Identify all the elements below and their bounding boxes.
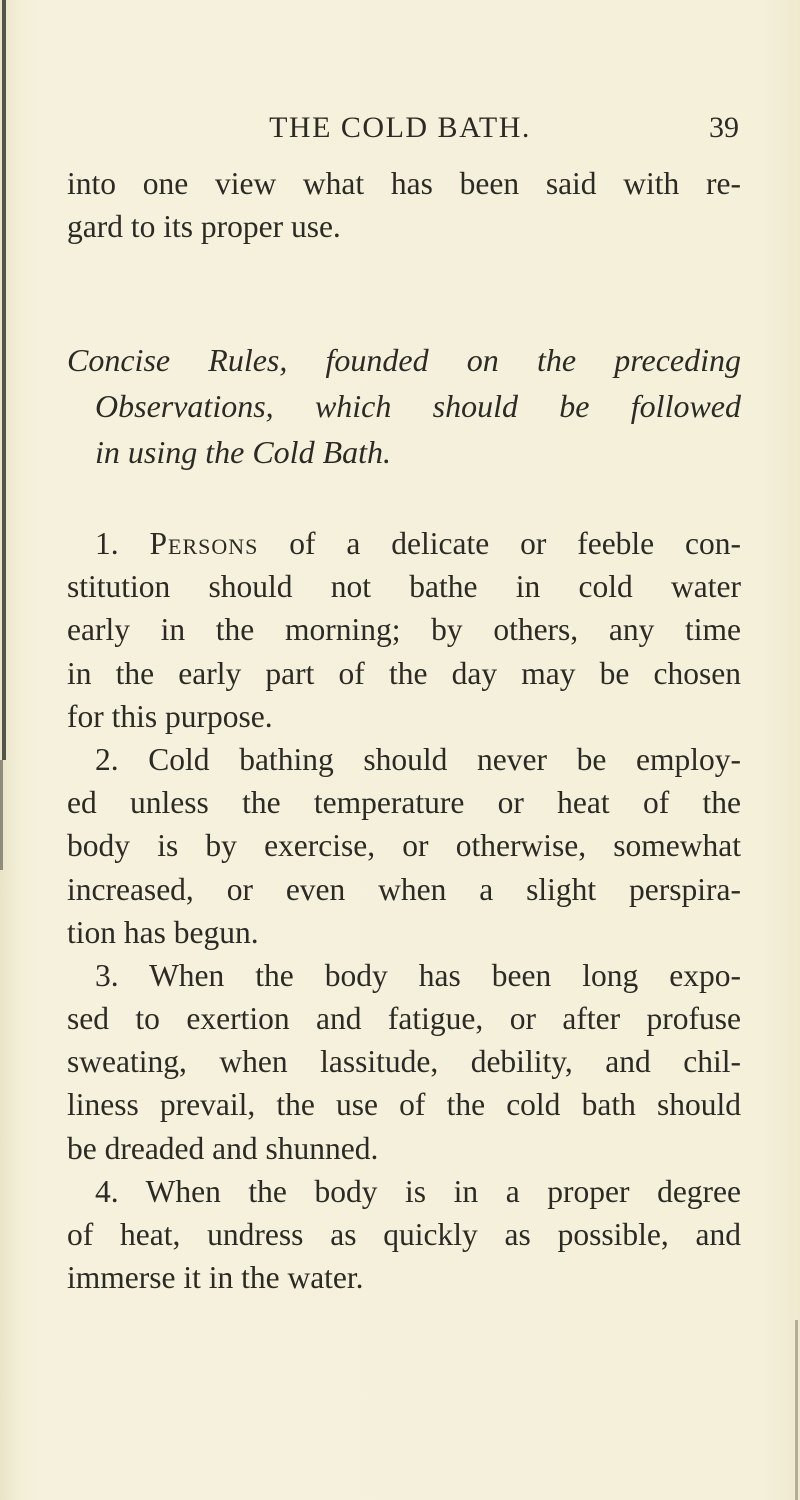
text-line: body is by exercise, or otherwise, somewhat xyxy=(67,828,741,864)
page-number: 39 xyxy=(709,111,739,144)
text-line: 2. Cold bathing should never be employ- xyxy=(95,741,741,777)
binding-edge-lower xyxy=(0,760,3,870)
rule-first-word: Persons xyxy=(149,526,259,561)
heading-line: in using the Cold Bath. xyxy=(95,434,391,470)
text-line: sweating, when lassitude, debility, and chil- xyxy=(67,1044,741,1080)
rule-number: 1. xyxy=(95,526,119,561)
text-line: increased, or even when a slight perspira- xyxy=(67,871,741,907)
text-line: gard to its proper use. xyxy=(67,209,341,244)
text-line: for this purpose. xyxy=(67,698,273,734)
text-line: immerse it in the water. xyxy=(67,1260,364,1296)
intro-paragraph xyxy=(67,162,741,248)
text-line: tion has begun. xyxy=(67,914,259,950)
text-line: 4. When the body is in a proper degree xyxy=(95,1173,741,1209)
text-line: be dreaded and shunned. xyxy=(67,1130,379,1166)
page-edge-mark xyxy=(795,1320,798,1500)
text-line: in the early part of the day may be chosen xyxy=(67,655,741,691)
text-line: early in the morning; by others, any time xyxy=(67,612,741,648)
text-line: 3. When the body has been long expo- xyxy=(95,957,741,993)
page-header xyxy=(0,108,800,148)
text-line: into one view what has been said with re- xyxy=(67,166,741,201)
text-line: liness prevail, the use of the cold bath should xyxy=(67,1087,741,1123)
heading-line: Concise Rules, founded on the preceding xyxy=(67,342,741,378)
running-head: THE COLD BATH. xyxy=(269,111,531,144)
rules-list xyxy=(67,522,741,1299)
section-heading xyxy=(67,337,741,475)
rule-line-text: of a delicate or feeble con- xyxy=(289,526,742,561)
rule-1-first-line xyxy=(67,522,741,565)
text-line: ed unless the temperature or heat of the xyxy=(67,785,741,821)
text-line: of heat, undress as quickly as possible, and xyxy=(67,1217,741,1252)
text-line: sed to exertion and fatigue, or after profuse xyxy=(67,1001,741,1037)
heading-line: Observations, which should be followed xyxy=(95,388,741,424)
text-line: stitution should not bathe in cold water xyxy=(67,569,741,605)
